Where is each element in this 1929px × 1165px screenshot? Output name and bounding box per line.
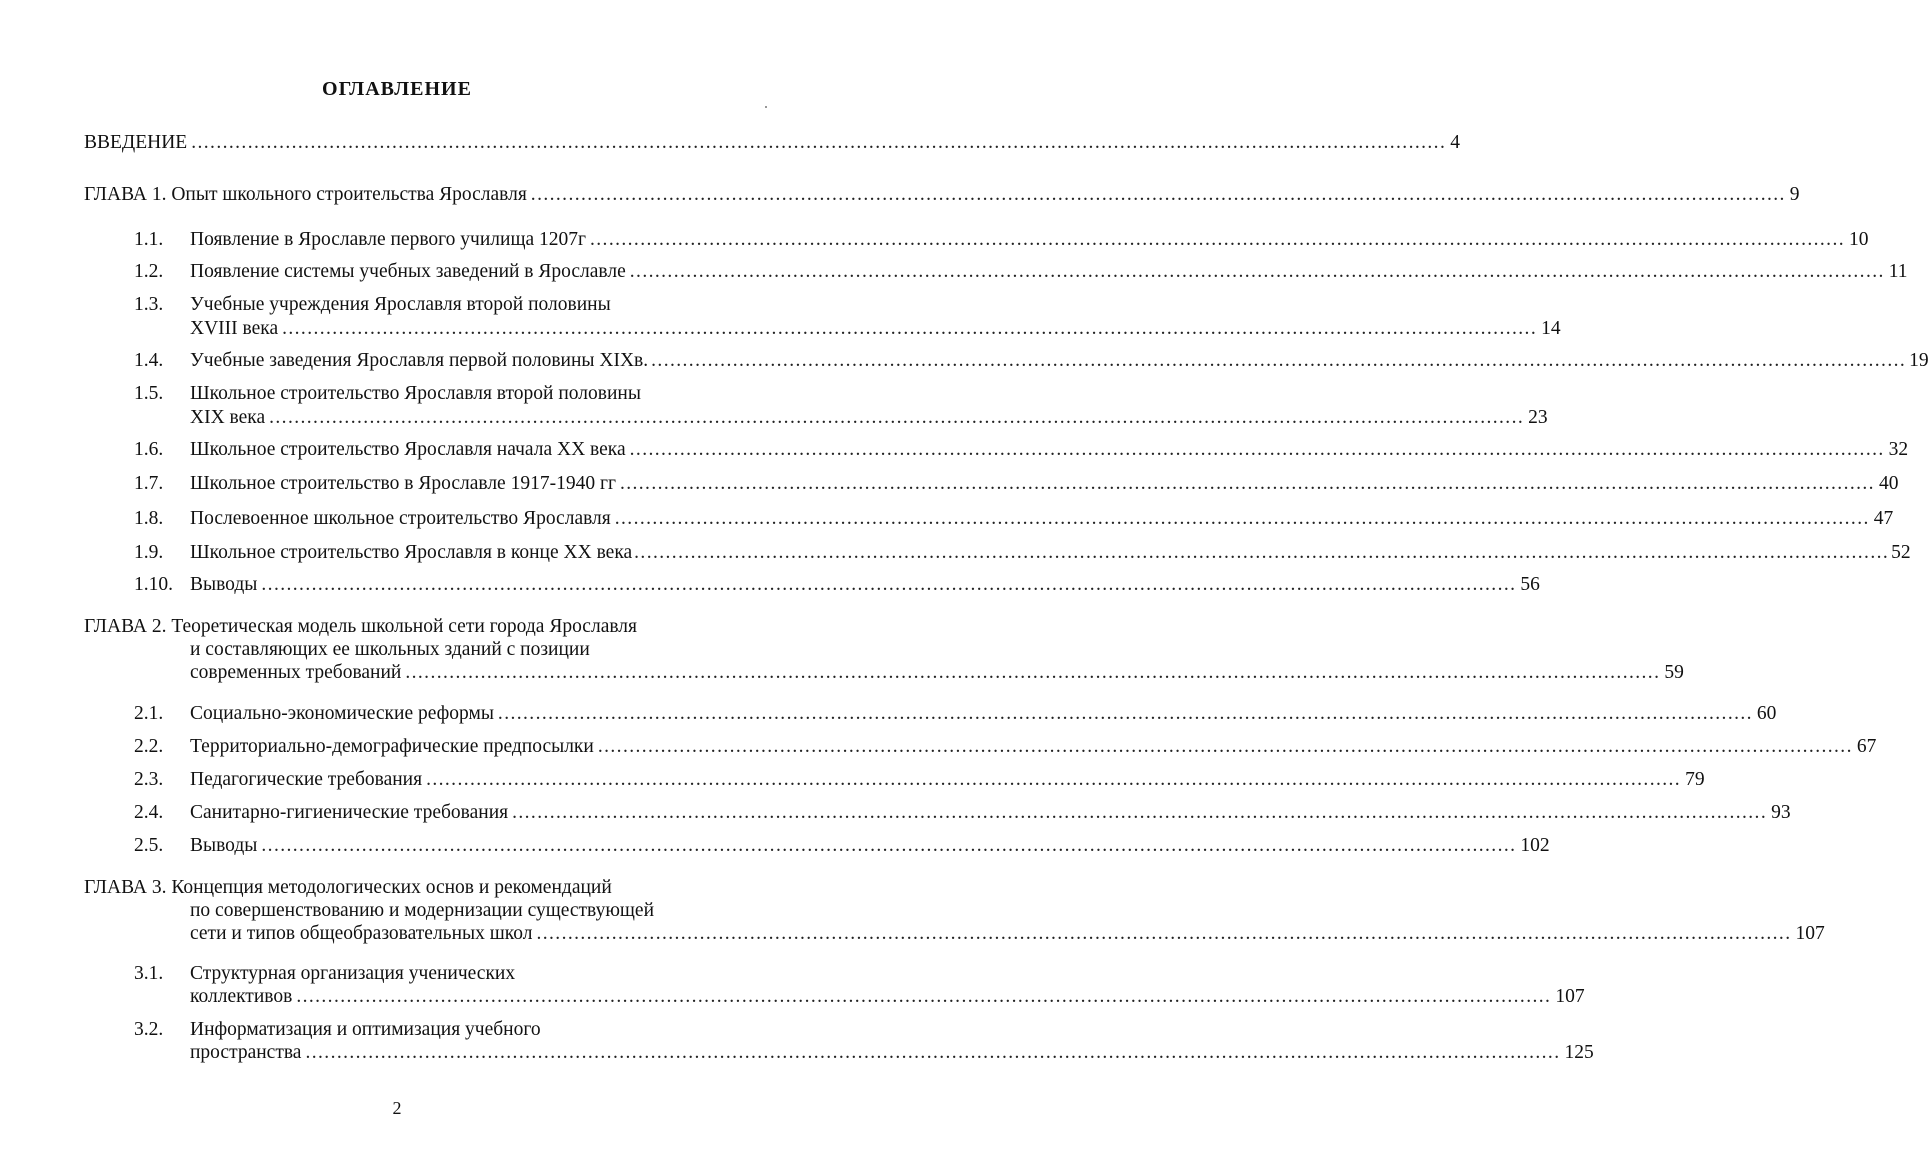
toc-page-number: 14 — [1541, 318, 1561, 339]
toc-chapter-3[interactable] — [190, 921, 1825, 947]
toc-page-number: 102 — [1520, 835, 1550, 856]
dot-leader: ........................................................................................................................................................................................................ — [296, 986, 1552, 1007]
toc-section-1-9[interactable] — [190, 540, 1911, 566]
section-title: Школьное строительство Ярославля в конце XX века — [190, 542, 633, 563]
toc-entry-label: ВВЕДЕНИЕ — [84, 132, 188, 153]
section-number: 1.4. — [134, 350, 164, 371]
section-title[interactable]: Школьное строительство Ярославля второй половины — [190, 383, 641, 404]
toc-page-number: 19 — [1909, 350, 1929, 371]
toc-page-number: 23 — [1528, 407, 1548, 428]
section-number: 2.4. — [134, 802, 164, 823]
dot-leader: ........................................................................................................................................................................................................ — [497, 703, 1753, 724]
toc-section-1-4[interactable] — [190, 348, 1929, 374]
section-title: Появление в Ярославле первого училища 1207г — [190, 229, 586, 250]
toc-page-number: 79 — [1685, 769, 1705, 790]
toc-section-1-10[interactable] — [190, 572, 1540, 598]
dot-leader: ........................................................................................................................................................................................................ — [614, 508, 1870, 529]
chapter-title: ГЛАВА 1. Опыт школьного строительства Ярославля — [84, 184, 527, 205]
toc-section-2-1[interactable] — [190, 701, 1777, 727]
toc-page-number: 107 — [1555, 986, 1585, 1007]
section-number: 1.6. — [134, 439, 164, 460]
toc-section-3-1[interactable] — [190, 984, 1585, 1010]
dot-leader: ........................................................................................................................................................................................................ — [536, 923, 1792, 944]
page-number: 2 — [392, 1098, 402, 1118]
section-title: Педагогические требования — [190, 769, 423, 790]
section-title-cont: пространства — [190, 1042, 302, 1063]
dot-leader: ........................................................................................................................................................................................................ — [512, 802, 1768, 823]
section-title-cont: XVIII века — [190, 318, 279, 339]
section-number: 1.9. — [134, 542, 164, 563]
section-number: 3.2. — [134, 1019, 164, 1040]
dot-leader: ........................................................................................................................................................................................................ — [405, 662, 1661, 683]
toc-page-number: 59 — [1664, 662, 1684, 683]
dot-leader: ........................................................................................................................................................................................................ — [261, 574, 1517, 595]
section-title: Санитарно-гигиенические требования — [190, 802, 509, 823]
chapter-title-cont: по совершенствованию и модернизации существующей — [190, 900, 655, 921]
section-title: Появление системы учебных заведений в Ярославле — [190, 261, 626, 282]
chapter-title-cont: сети и типов общеобразовательных школ — [190, 923, 533, 944]
dot-leader: ........................................................................................................................................................................................................ — [282, 318, 1538, 339]
toc-chapter-2[interactable] — [190, 660, 1684, 686]
section-title: Учебные заведения Ярославля первой половины XIXв. — [190, 350, 649, 371]
toc-section-1-7[interactable] — [190, 471, 1899, 497]
toc-section-1-6[interactable] — [190, 437, 1909, 463]
section-title: Территориально-демографические предпосылки — [190, 736, 594, 757]
section-number: 2.1. — [134, 703, 164, 724]
section-number: 1.10. — [134, 574, 173, 595]
dot-leader: ........................................................................................................................................................................................................ — [651, 350, 1907, 371]
toc-section-2-3[interactable] — [190, 767, 1705, 793]
dot-leader: ........................................................................................................................................................................................................ — [590, 229, 1845, 250]
dot-leader: ........................................................................................................................................................................................................ — [634, 542, 1890, 563]
section-number: 1.8. — [134, 508, 164, 529]
dot-leader: ........................................................................................................................................................................................................ — [629, 439, 1885, 460]
section-title: Социально-экономические реформы — [190, 703, 494, 724]
section-title: Послевоенное школьное строительство Ярославля — [190, 508, 611, 529]
toc-section-1-1[interactable] — [190, 227, 1869, 253]
section-number: 1.1. — [134, 229, 164, 250]
chapter-title[interactable]: ГЛАВА 2. Теоретическая модель школьной сети города Ярославля — [84, 616, 637, 637]
toc-section-1-3[interactable] — [190, 316, 1561, 342]
toc-page-number: 11 — [1888, 261, 1908, 282]
toc-page-number: 125 — [1564, 1042, 1594, 1063]
section-title-cont: XIX века — [190, 407, 266, 428]
chapter-title-cont: и составляющих ее школьных зданий с позиции — [190, 639, 590, 660]
dot-leader: ........................................................................................................................................................................................................ — [597, 736, 1853, 757]
toc-page-number: 10 — [1849, 229, 1869, 250]
chapter-title-cont: современных требований — [190, 662, 402, 683]
toc-section-3-2[interactable] — [190, 1040, 1594, 1066]
dot-leader: ........................................................................................................................................................................................................ — [191, 132, 1447, 153]
section-title: Выводы — [190, 574, 258, 595]
section-number: 3.1. — [134, 963, 164, 984]
section-title: Школьное строительство Ярославля начала XX века — [190, 439, 626, 460]
toc-page-number: 67 — [1856, 736, 1877, 757]
toc-page-number: 107 — [1795, 923, 1825, 944]
toc-section-2-2[interactable] — [190, 734, 1877, 760]
toc-page-number: 47 — [1873, 508, 1894, 529]
toc-entry-introduction[interactable] — [84, 130, 1460, 156]
section-number: 2.2. — [134, 736, 164, 757]
section-number: 1.5. — [134, 383, 164, 404]
section-number: 2.3. — [134, 769, 164, 790]
section-title[interactable]: Структурная организация ученических — [190, 963, 516, 984]
dot-leader: ........................................................................................................................................................................................................ — [269, 407, 1525, 428]
dot-leader: ........................................................................................................................................................................................................ — [619, 473, 1875, 494]
section-title[interactable]: Информатизация и оптимизация учебного — [190, 1019, 541, 1040]
section-title-cont: коллективов — [190, 986, 293, 1007]
section-number: 1.2. — [134, 261, 164, 282]
toc-page-number: 32 — [1888, 439, 1909, 460]
toc-page-number: 9 — [1789, 184, 1800, 205]
toc-section-2-5[interactable] — [190, 833, 1550, 859]
toc-page-number: 52 — [1891, 542, 1911, 563]
dot-leader: ........................................................................................................................................................................................................ — [629, 261, 1885, 282]
toc-chapter-1[interactable] — [84, 182, 1800, 208]
dot-leader: ........................................................................................................................................................................................................ — [261, 835, 1517, 856]
section-number: 1.7. — [134, 473, 164, 494]
section-title: Выводы — [190, 835, 258, 856]
toc-section-1-8[interactable] — [190, 506, 1894, 532]
dot-leader: ........................................................................................................................................................................................................ — [305, 1042, 1561, 1063]
section-number: 1.3. — [134, 294, 164, 315]
toc-section-2-4[interactable] — [190, 800, 1791, 826]
toc-page-number: 93 — [1771, 802, 1791, 823]
toc-page-number: 56 — [1520, 574, 1540, 595]
dot-leader: ........................................................................................................................................................................................................ — [426, 769, 1682, 790]
page-title: ОГЛАВЛЕНИЕ — [322, 78, 472, 100]
section-title: Школьное строительство в Ярославле 1917-1940 гг — [190, 473, 616, 494]
toc-page-number: 60 — [1756, 703, 1777, 724]
chapter-title[interactable]: ГЛАВА 3. Концепция методологических основ и рекомендаций — [84, 877, 612, 898]
toc-page-number: 4 — [1450, 132, 1460, 153]
dot-leader: ........................................................................................................................................................................................................ — [530, 184, 1786, 205]
section-number: 2.5. — [134, 835, 164, 856]
section-title[interactable]: Учебные учреждения Ярославля второй половины — [190, 294, 611, 315]
toc-section-1-5[interactable] — [190, 405, 1548, 431]
scan-speck — [765, 106, 767, 108]
toc-section-1-2[interactable] — [190, 259, 1908, 285]
toc-page-number: 40 — [1878, 473, 1899, 494]
